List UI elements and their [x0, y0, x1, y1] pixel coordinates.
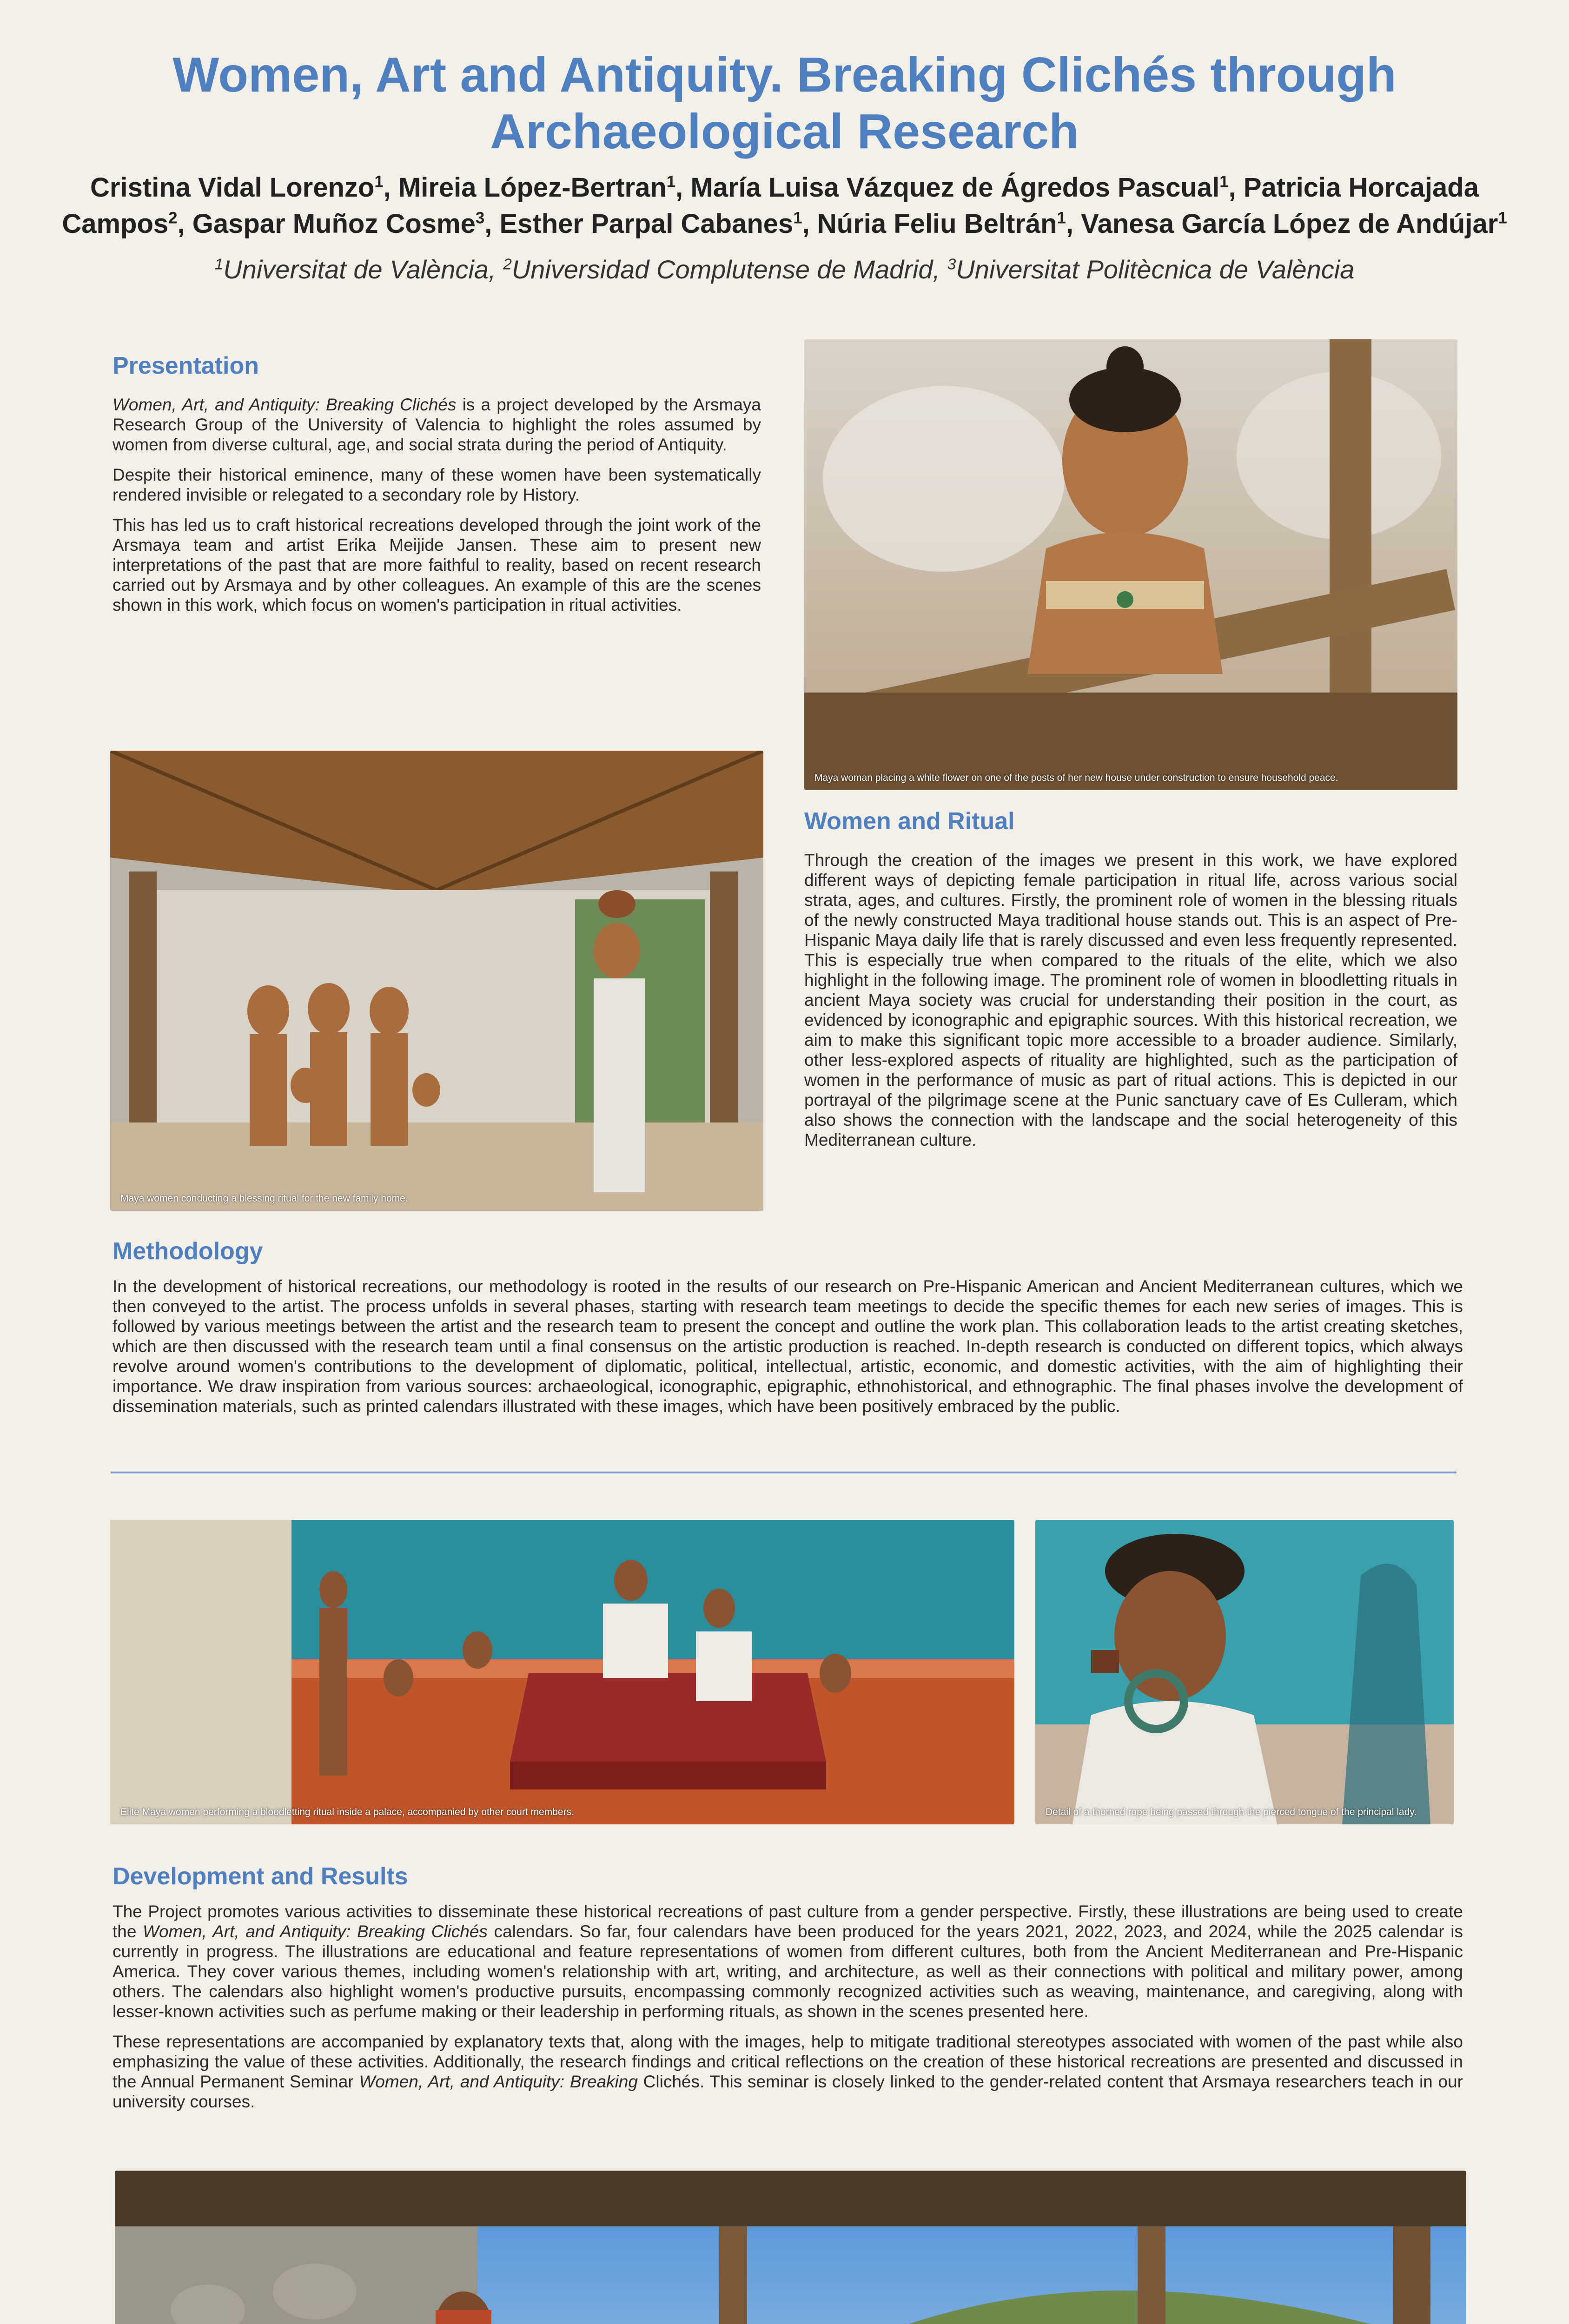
author: María Luisa Vázquez de Ágredos Pascual$^1$,	[690, 172, 1244, 203]
presentation-section	[113, 351, 761, 625]
illustration-maya-woman-flower	[804, 339, 1457, 790]
women-ritual-section	[804, 806, 1457, 1160]
image-caption: Maya women conducting a blessing ritual for the new family home.	[120, 1193, 408, 1204]
paragraph: Despite their historical eminence, many of these women have been systematically rendered invisible or relegated to a secondary role by History.	[113, 465, 761, 504]
author: Vanesa García López de Andújar$^1$	[1081, 209, 1507, 239]
paragraph: Through the creation of the images we present in this work, we have explored different ways of depicting female participation in ritual life, across various social strata, ages, and cultures. Firstly, the prominent role of women in the blessing rituals of the newly constructed Maya traditional house stands out. This is an aspect of Pre-Hispanic Maya daily life that is rarely discussed and even less frequently represented. This is especially true when compared to the rituals of the elite, which we also highlight in the following image. The prominent role of women in bloodletting rituals in ancient Maya society was crucial for understanding their position in the court, as evidenced by iconographic and epigraphic sources. With this historical recreation, we aim to make this significant topic more accessible to a broader audience. Similarly, other less-explored aspects of rituality are highlighted, such as the participation of women in the performance of music as part of ritual actions. This is depicted in our portrayal of the pilgrimage scene at the Punic sanctuary cave of Es Culleram, which also shows the connection with the landscape and the social heterogeneity of this Mediterranean culture.	[804, 851, 1457, 1149]
paragraph: In the development of historical recreations, our methodology is rooted in the results of our research on Pre-Hispanic American and Ancient Mediterranean cultures, which we then conveyed to the artist. The process unfolds in several phases, starting with research team meetings to decide the specific themes for each new series of images. This is followed by various meetings between the artist and the research team to present the concept and outline the work plan. This collaboration leads to the artist creating sketches, which are then discussed with the research team until a final consensus on the artistic production is reached. In-depth research is conducted on different topics, which always revolve around women's contributions to the development of diplomatic, political, intellectual, artistic, economic, and domestic activities, with the aim of highlighting their importance. We draw inspiration from various sources: archaeological, iconographic, epigraphic, ethnohistorical, and ethnographic. The final phases involve the development of dissemination materials, such as printed calendars illustrated with these images, which have been positively embraced by the public.	[113, 1277, 1463, 1416]
section-heading: Development and Results	[113, 1863, 408, 1890]
image-caption: Elite Maya women performing a bloodletting ritual inside a palace, accompanied by other court members.	[120, 1807, 574, 1817]
methodology-section	[113, 1236, 1463, 1426]
author: Esther Parpal Cabanes$^1$,	[499, 209, 817, 239]
author: Gaspar Muñoz Cosme$^3$,	[192, 209, 500, 239]
image-caption: Maya woman placing a white flower on one of the posts of her new house under construction to ensure household peace.	[814, 772, 1338, 783]
section-heading: Women and Ritual	[804, 808, 1015, 835]
development-section	[113, 1862, 1463, 2122]
author-list	[28, 170, 1541, 242]
paragraph: These representations are accompanied by explanatory texts that, along with the images, help to mitigate traditional stereotypes associated with women of the past while also emphasizing the value of these activities. Additionally, the research findings and critical reflections on the creation of these historical recreations are presented and discussed in the Annual Permanent Seminar Women, Art, and Antiquity: Breaking Clichés. This seminar is closely linked to the gender-related content that Arsmaya researchers teach in our university courses.	[113, 2032, 1463, 2111]
paragraph: The Project promotes various activities to disseminate these historical recreations of past culture from a gender perspective. Firstly, these illustrations are being used to create the Women, Art, and Antiquity: Breaking Clichés calendars. So far, four calendars have been produced for the years 2021, 2022, 2023, and 2024, while the 2025 calendar is currently in progress. The illustrations are educational and feature representations of women from different cultures, both from the Ancient Mediterranean and Pre-Hispanic America. They cover various themes, including women's relationship with art, writing, and architecture, as well as their connections with political and military power, among others. The calendars also highlight women's productive pursuits, encompassing commonly recognized activities such as weaving, maintenance, and caregiving, along with lesser-known activities such as perfume making or their leadership in performing rituals, as shown in the scenes presented here.	[113, 1902, 1463, 2021]
section-heading: Presentation	[113, 352, 259, 379]
image-caption: Detail of a thorned rope being passed through the pierced tongue of the principal lady.	[1046, 1807, 1417, 1817]
author: Cristina Vidal Lorenzo$^1$,	[90, 172, 398, 203]
author: Núria Feliu Beltrán$^1$,	[817, 209, 1081, 239]
illustration-pilgrimage-es-culleram	[115, 2171, 1466, 2324]
paragraph: Women, Art, and Antiquity: Breaking Clichés is a project developed by the Arsmaya Research Group of the University of Valencia to highlight the roles assumed by women from diverse cultural, age, and social strata during the period of Antiquity.	[113, 395, 761, 454]
paragraph: This has led us to craft historical recreations developed through the joint work of the Arsmaya team and artist Erika Meijide Jansen. These aim to present new interpretations of the past that are more faithful to reality, based on recent research carried out by Arsmaya and by other colleagues. An example of this are the scenes shown in this work, which focus on women's participation in ritual activities.	[113, 515, 761, 614]
affiliations: $^1$Universitat de València, $^2$Universidad Complutense de Madrid, $^3$Universitat Politècnica de València	[214, 255, 1355, 284]
illustration-bloodletting-palace	[110, 1520, 1014, 1824]
section-divider	[111, 1472, 1456, 1473]
illustration-rope-detail	[1035, 1520, 1454, 1824]
section-heading: Methodology	[113, 1238, 263, 1265]
author: Patricia Horcajada Campos$^2$,	[62, 172, 1479, 239]
author: Mireia López-Bertran$^1$,	[398, 172, 691, 203]
poster-title: Women, Art and Antiquity. Breaking Clichés through Archaeological Research	[172, 47, 1397, 159]
illustration-blessing-ritual	[110, 751, 763, 1211]
